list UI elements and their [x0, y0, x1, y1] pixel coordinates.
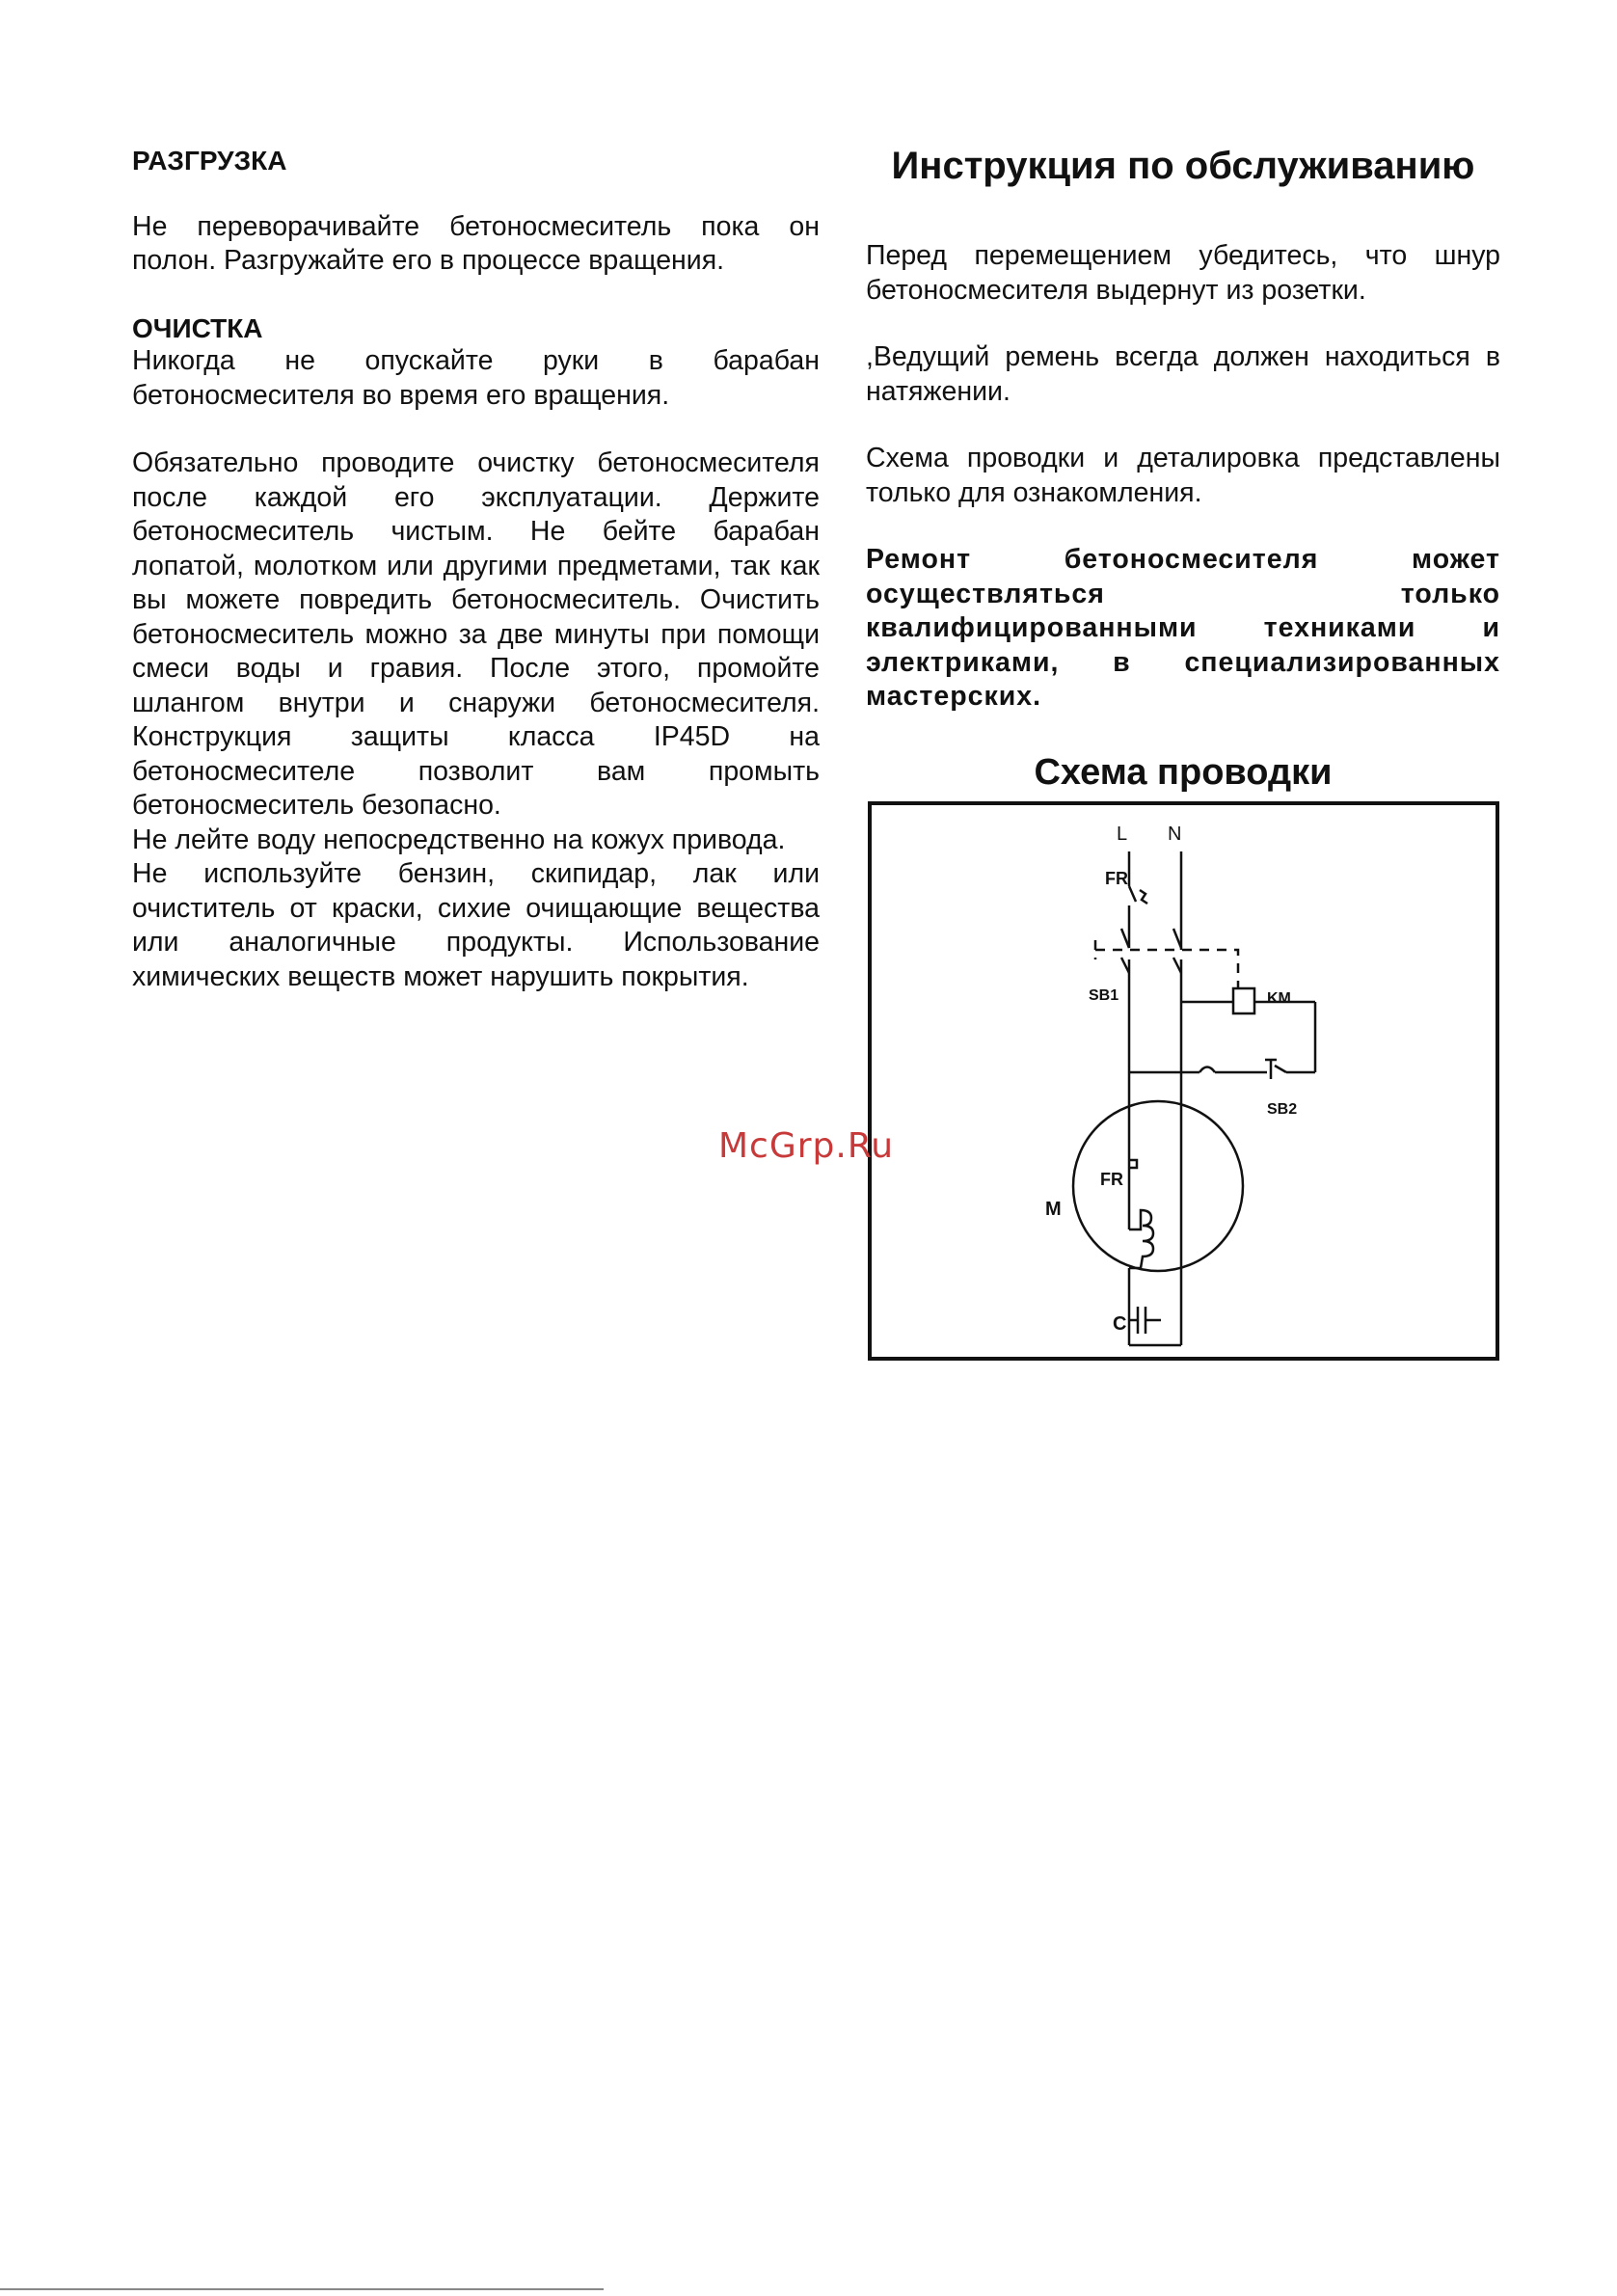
- label-L: L: [1117, 824, 1128, 845]
- sb2-button: [1265, 1060, 1286, 1079]
- cleaning-text-3: Не лейте воду непосредственно на кожух привода.: [132, 824, 786, 855]
- cleaning-text-4: Не используйте бензин, скипидар, лак или очиститель от краски, сихие очищающие вещества или аналогичные продукты. Использование химических веществ может нарушить покрытия.: [132, 858, 820, 992]
- right-column: [866, 145, 1500, 793]
- sb1-dashed-link: [1095, 940, 1238, 988]
- maintenance-text-1: Перед перемещением убедитесь, что шнур бетоносмесителя выдернут из розетки.: [866, 240, 1500, 306]
- label-SB1: SB1: [1089, 987, 1119, 1004]
- schema-title: Схема проводки: [1034, 751, 1333, 793]
- page-title: Инструкция по обслуживанию: [891, 145, 1475, 187]
- maintenance-text-2: ,Ведущий ремень всегда должен находиться в натяжении.: [866, 341, 1500, 407]
- label-FR-top: FR: [1105, 869, 1128, 888]
- maintenance-text-3: Схема проводки и деталировка представлены только для ознакомления.: [866, 443, 1500, 508]
- fr-contact: [1129, 878, 1147, 934]
- km-coil: [1233, 988, 1254, 1013]
- label-N: N: [1168, 824, 1182, 845]
- maintenance-text-4: Ремонт бетоносмесителя может осуществляться только квалифицированными техниками и электриками, в специализированных мастерских.: [866, 544, 1500, 712]
- cleaning-text-2: Обязательно проводите очистку бетоносмесителя после каждой его эксплуатации. Держите бетоносмеситель чистым. Не бейте барабан лопатой, молотком или другими предметами, так как вы можете повредить бетоносмеситель. Очистить бетоносмеситель можно за две минуты при помощи смеси воды и гравия. После этого, промойте шлангом внутри и снаружи бетоносмесителя. Конструкция защиты класса IP45D на бетоносмесителе позволит вам промыть бетоносмеситель безопасно.: [132, 447, 820, 822]
- motor-winding: [1129, 1210, 1153, 1268]
- label-KM: KM: [1267, 990, 1291, 1007]
- unloading-heading: РАЗГРУЗКА: [132, 146, 287, 176]
- watermark: McGrp.Ru: [718, 1126, 895, 1166]
- left-column: [132, 145, 820, 994]
- label-M: M: [1045, 1199, 1062, 1220]
- wiring-diagram: [868, 801, 1499, 1361]
- cleaning-heading: ОЧИСТКА: [132, 312, 263, 343]
- motor-circle: [1073, 1101, 1243, 1271]
- label-SB2: SB2: [1267, 1101, 1298, 1118]
- unloading-text: Не переворачивайте бетоносмеситель пока он полон. Разгружайте его в процессе вращения.: [132, 210, 820, 277]
- cleaning-text-1: Никогда не опускайте руки в барабан бетоносмесителя во время его вращения.: [132, 345, 820, 411]
- bottom-divider: [0, 2288, 604, 2290]
- label-C: C: [1113, 1313, 1127, 1335]
- label-FR-motor: FR: [1100, 1170, 1123, 1189]
